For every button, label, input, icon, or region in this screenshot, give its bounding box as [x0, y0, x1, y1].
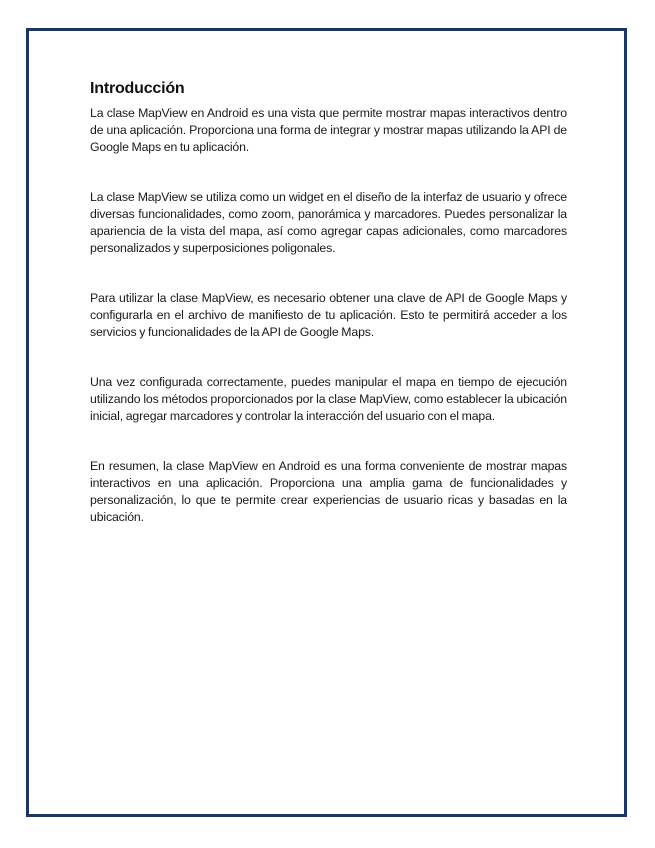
page-frame: [26, 28, 627, 817]
section-title: Introducción: [90, 80, 185, 97]
document-body: [90, 79, 567, 526]
paragraph-4: Una vez configurada correctamente, puedes manipular el mapa en tiempo de ejecución utilizando los métodos proporcionados por la clase MapView, como establecer la ubicación inicial, agregar marcadores y controlar la interacción del usuario con el mapa.: [90, 375, 567, 423]
paragraph-5: En resumen, la clase MapView en Android es una forma conveniente de mostrar mapas interactivos en una aplicación. Proporciona una amplia gama de funcionalidades y personalización, lo que te permite crear experiencias de usuario ricas y basadas en la ubicación.: [90, 459, 567, 524]
paragraph-1: La clase MapView en Android es una vista que permite mostrar mapas interactivos dentro de una aplicación. Proporciona una forma de integrar y mostrar mapas utilizando la API de Google Maps en tu aplicación.: [90, 106, 567, 154]
paragraph-3: Para utilizar la clase MapView, es necesario obtener una clave de API de Google Maps y configurarla en el archivo de manifiesto de tu aplicación. Esto te permitirá acceder a los servicios y funcionalidades de la API de Google Maps.: [90, 291, 567, 339]
paragraph-2: La clase MapView se utiliza como un widget en el diseño de la interfaz de usuario y ofrece diversas funcionalidades, como zoom, panorámica y marcadores. Puedes personalizar la apariencia de la vista del mapa, así como agregar capas adicionales, como marcadores personalizados y superposiciones poligonales.: [90, 190, 567, 255]
